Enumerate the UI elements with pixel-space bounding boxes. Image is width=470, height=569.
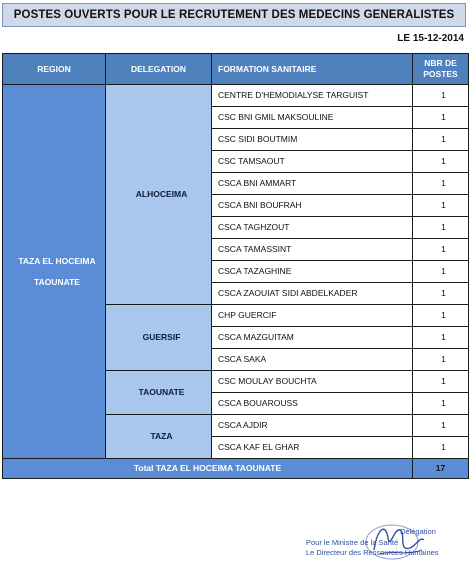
formation-cell: CENTRE D'HEMODIALYSE TARGUIST [212, 85, 413, 107]
stamp-line1: Pour le Ministre de la Santé [306, 538, 399, 547]
column-header-delegation: DELEGATION [106, 54, 212, 85]
formation-cell: CSCA BOUAROUSS [212, 393, 413, 415]
column-header-region: REGION [3, 54, 106, 85]
formation-cell: CSCA BNI BOUFRAH [212, 195, 413, 217]
formation-cell: CSC TAMSAOUT [212, 151, 413, 173]
nbr-cell: 1 [413, 107, 469, 129]
table-row [3, 85, 469, 107]
region-name-line1: TAZA EL HOCEIMA [18, 255, 96, 266]
delegation-cell-taounate: TAOUNATE [106, 371, 212, 415]
formation-cell: CSC SIDI BOUTMIM [212, 129, 413, 151]
nbr-cell: 1 [413, 415, 469, 437]
stamp-line3: Délégation [400, 527, 436, 536]
total-label: Total TAZA EL HOCEIMA TAOUNATE [3, 459, 413, 479]
column-header-nbr-line2: POSTES [423, 69, 458, 79]
total-row [3, 459, 469, 479]
nbr-cell: 1 [413, 305, 469, 327]
column-header-formation: FORMATION SANITAIRE [212, 54, 413, 85]
column-header-nbr-line1: NBR DE [424, 58, 457, 68]
column-header-nbr-postes [413, 54, 469, 85]
nbr-cell: 1 [413, 129, 469, 151]
nbr-cell: 1 [413, 151, 469, 173]
document-date: LE 15-12-2014 [397, 33, 464, 44]
table-header-row [3, 54, 469, 85]
formation-cell: CSCA ZAOUIAT SIDI ABDELKADER [212, 283, 413, 305]
recruitment-table [2, 53, 469, 479]
formation-cell: CHP GUERCIF [212, 305, 413, 327]
delegation-cell-guersif: GUERSIF [106, 305, 212, 371]
delegation-cell-alhoceima: ALHOCEIMA [106, 85, 212, 305]
formation-cell: CSCA TAGHZOUT [212, 217, 413, 239]
nbr-cell: 1 [413, 393, 469, 415]
nbr-cell: 1 [413, 261, 469, 283]
nbr-cell: 1 [413, 217, 469, 239]
formation-cell: CSC MOULAY BOUCHTA [212, 371, 413, 393]
nbr-cell: 1 [413, 85, 469, 107]
nbr-cell: 1 [413, 327, 469, 349]
region-name-line2: TAOUNATE [34, 276, 80, 287]
formation-cell: CSCA AJDIR [212, 415, 413, 437]
stamp-line2: Le Directeur des Ressources Humaines [306, 548, 439, 557]
formation-cell: CSCA KAF EL GHAR [212, 437, 413, 459]
page-title-text: POSTES OUVERTS POUR LE RECRUTEMENT DES MEDECINS GENERALISTES [13, 9, 455, 21]
nbr-cell: 1 [413, 173, 469, 195]
region-cell [3, 85, 106, 459]
delegation-cell-taza: TAZA [106, 415, 212, 459]
formation-cell: CSCA TAMASSINT [212, 239, 413, 261]
formation-cell: CSCA BNI AMMART [212, 173, 413, 195]
formation-cell: CSCA SAKA [212, 349, 413, 371]
formation-cell: CSCA MAZGUITAM [212, 327, 413, 349]
nbr-cell: 1 [413, 437, 469, 459]
nbr-cell: 1 [413, 349, 469, 371]
formation-cell: CSCA TAZAGHINE [212, 261, 413, 283]
formation-cell: CSC BNI GMIL MAKSOULINE [212, 107, 413, 129]
page-title [2, 3, 466, 27]
nbr-cell: 1 [413, 239, 469, 261]
nbr-cell: 1 [413, 371, 469, 393]
nbr-cell: 1 [413, 283, 469, 305]
nbr-cell: 1 [413, 195, 469, 217]
total-value: 17 [413, 459, 469, 479]
